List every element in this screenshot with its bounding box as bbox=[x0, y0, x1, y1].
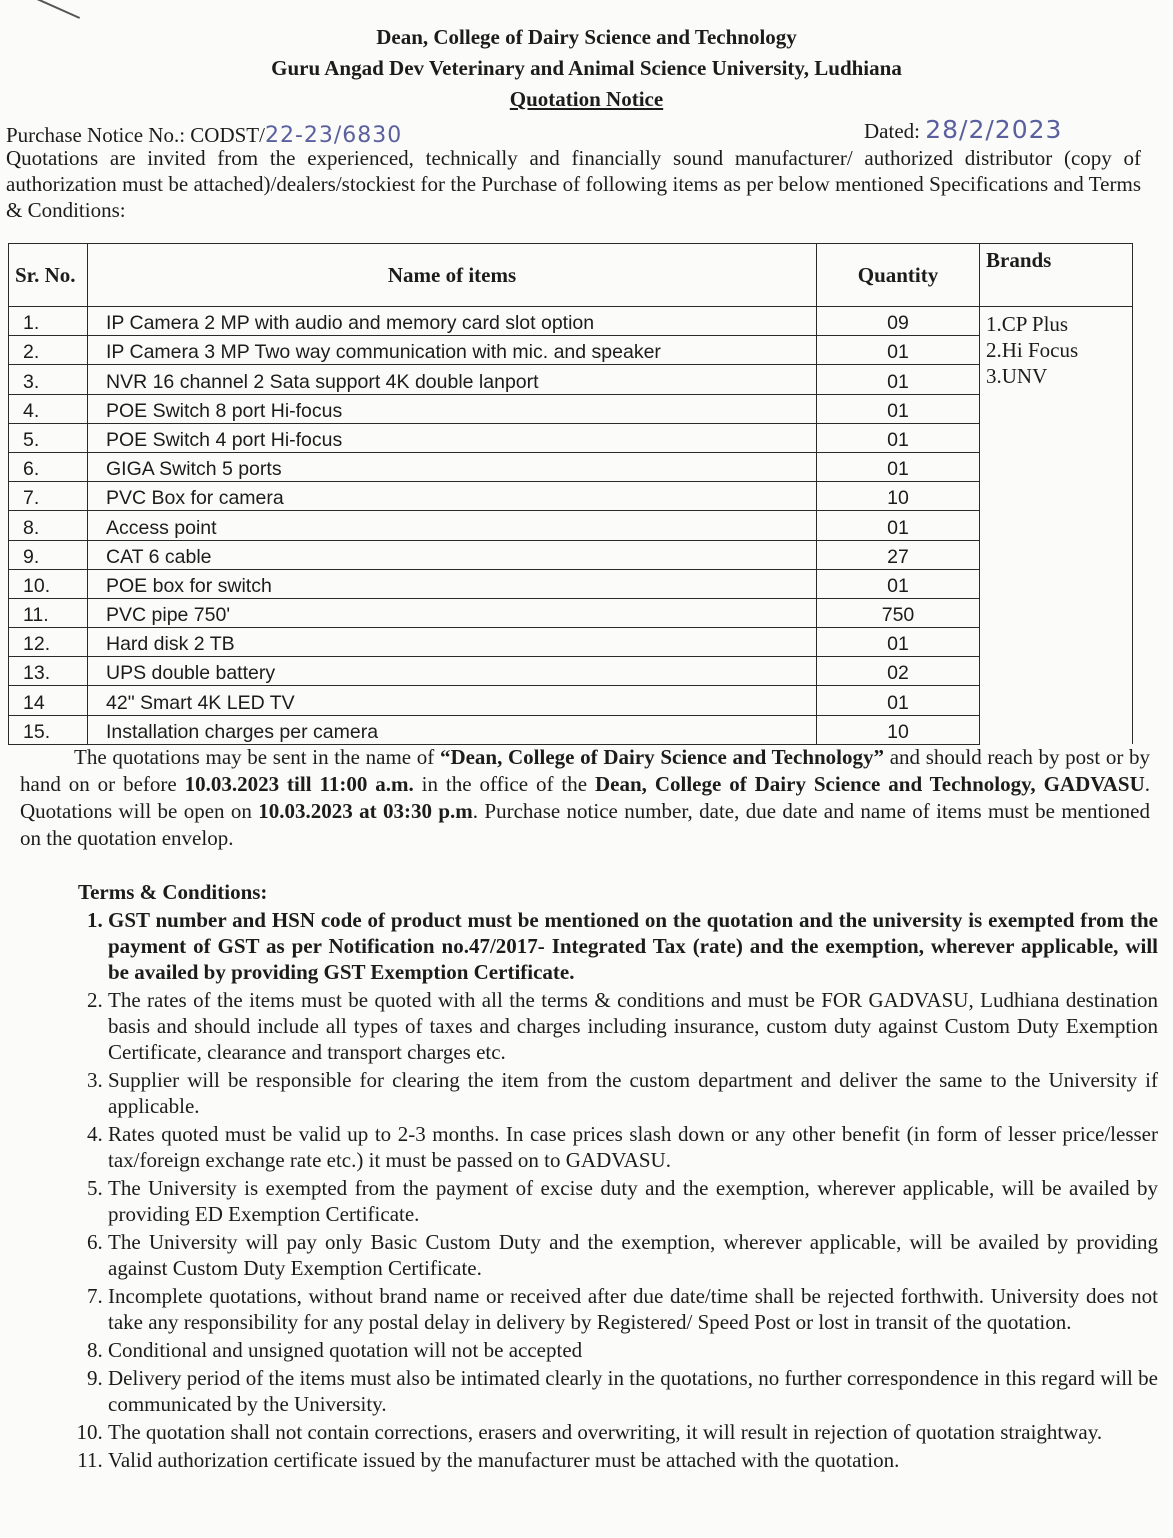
row-quantity: 09 bbox=[817, 307, 980, 336]
row-sr-no: 1. bbox=[9, 307, 88, 336]
row-item-name: POE box for switch bbox=[88, 569, 817, 598]
submission-office: Dean, College of Dairy Science and Technology, GADVASU bbox=[594, 772, 1145, 796]
row-item-name: IP Camera 3 MP Two way communication with mic. and speaker bbox=[88, 336, 817, 365]
row-quantity: 01 bbox=[817, 394, 980, 423]
brand-item: 1.CP Plus bbox=[986, 312, 1069, 336]
submission-addressee: “Dean, College of Dairy Science and Technology” bbox=[439, 745, 885, 769]
row-quantity: 01 bbox=[817, 686, 980, 715]
row-item-name: 42" Smart 4K LED TV bbox=[88, 686, 817, 715]
header-sr-no: Sr. No. bbox=[9, 244, 88, 307]
row-item-name: PVC pipe 750' bbox=[88, 598, 817, 627]
dated-label: Dated: bbox=[864, 119, 920, 143]
table-header-row bbox=[9, 244, 1133, 307]
row-item-name: POE Switch 8 port Hi-focus bbox=[88, 394, 817, 423]
row-quantity: 01 bbox=[817, 628, 980, 657]
term-item: 11. Valid authorization certificate issued by the manufacturer must be attached with the quotation. bbox=[108, 1447, 1158, 1473]
header-line-1: Dean, College of Dairy Science and Technology bbox=[376, 25, 797, 49]
row-sr-no: 10. bbox=[9, 569, 88, 598]
header-quantity: Quantity bbox=[817, 244, 980, 307]
brand-item: 3.UNV bbox=[986, 364, 1048, 388]
term-item: 5. The University is exempted from the payment of excise duty and the exemption, wherever applicable, will be availed by providing ED Exemption Certificate. bbox=[108, 1175, 1158, 1227]
term-item: 7. Incomplete quotations, without brand name or received after due date/time shall be rejected forthwith. University does not take any responsibility for any postal delay in delivery by Registered/ Speed Post or lost in transit of the quotation. bbox=[108, 1283, 1158, 1335]
term-item: 8. Conditional and unsigned quotation will not be accepted bbox=[108, 1337, 1158, 1363]
row-sr-no: 12. bbox=[9, 628, 88, 657]
handwritten-date: 28/2/2023 bbox=[925, 115, 1063, 144]
row-quantity: 01 bbox=[817, 365, 980, 394]
submission-deadline: 10.03.2023 till 11:00 a.m. bbox=[184, 772, 414, 796]
submission-paragraph bbox=[20, 744, 1150, 852]
row-quantity: 02 bbox=[817, 657, 980, 686]
submission-text-3: in the office of the bbox=[413, 772, 595, 796]
table-row bbox=[9, 569, 1133, 598]
terms-title: Terms & Conditions: bbox=[78, 880, 268, 904]
table-row bbox=[9, 482, 1133, 511]
submission-text-2: and should reach by post or by hand on or before bbox=[20, 745, 1150, 796]
row-item-name: Access point bbox=[88, 511, 817, 540]
row-sr-no: 8. bbox=[9, 511, 88, 540]
table-row bbox=[9, 365, 1133, 394]
term-item: 10. The quotation shall not contain corrections, erasers and overwriting, it will result in rejection of quotation straightway. bbox=[108, 1419, 1158, 1445]
submission-text-5: . Purchase notice number, date, due date and name of items must be mentioned on the quotation envelop. bbox=[20, 799, 1150, 850]
handwritten-notice-number: 22-23/6830 bbox=[264, 123, 403, 148]
row-quantity: 01 bbox=[817, 569, 980, 598]
dated-field bbox=[864, 115, 1062, 144]
row-sr-no: 9. bbox=[9, 540, 88, 569]
row-item-name: POE Switch 4 port Hi-focus bbox=[88, 423, 817, 452]
table-row bbox=[9, 511, 1133, 540]
table-row bbox=[9, 452, 1133, 481]
term-item: 4. Rates quoted must be valid up to 2-3 months. In case prices slash down or any other benefit (in form of lesser price/lesser tax/foreign exchange rate etc.) it must be passed on to GADVASU. bbox=[108, 1121, 1158, 1173]
term-item: 6. The University will pay only Basic Custom Duty and the exemption, wherever applicable, will be availed by providing against Custom Duty Exemption Certificate. bbox=[108, 1229, 1158, 1281]
row-sr-no: 6. bbox=[9, 452, 88, 481]
row-quantity: 01 bbox=[817, 423, 980, 452]
row-quantity: 27 bbox=[817, 540, 980, 569]
brand-item: 2.Hi Focus bbox=[986, 338, 1079, 362]
term-item: 1. GST number and HSN code of product must be mentioned on the quotation and the university is exempted from the payment of GST as per Notification no.47/2017- Integrated Tax (rate) and the exemption, wherever applicable, will be availed by providing GST Exemption Certificate. bbox=[108, 907, 1158, 985]
row-sr-no: 4. bbox=[9, 394, 88, 423]
row-item-name: CAT 6 cable bbox=[88, 540, 817, 569]
submission-text-4: . Quotations will be open on bbox=[20, 772, 1150, 823]
row-item-name: GIGA Switch 5 ports bbox=[88, 452, 817, 481]
row-quantity: 10 bbox=[817, 482, 980, 511]
row-sr-no: 7. bbox=[9, 482, 88, 511]
table-row bbox=[9, 307, 1133, 336]
table-row bbox=[9, 540, 1133, 569]
row-item-name: UPS double battery bbox=[88, 657, 817, 686]
notice-title: Quotation Notice bbox=[509, 87, 664, 111]
items-table bbox=[8, 243, 1133, 745]
term-item: 9. Delivery period of the items must also be intimated clearly in the quotations, no further correspondence in this regard will be communicated by the University. bbox=[108, 1365, 1158, 1417]
row-sr-no: 5. bbox=[9, 423, 88, 452]
header-line-2: Guru Angad Dev Veterinary and Animal Science University, Ludhiana bbox=[271, 56, 902, 80]
table-row bbox=[9, 394, 1133, 423]
header-name: Name of items bbox=[88, 244, 817, 307]
term-item: 2. The rates of the items must be quoted with all the terms & conditions and must be FOR GADVASU, Ludhiana destination basis and should include all types of taxes and charges including insurance, custom duty against Custom Duty Exemption Certificate, clearance and transport charges etc. bbox=[108, 987, 1158, 1065]
terms-list bbox=[78, 907, 1158, 1473]
row-sr-no: 3. bbox=[9, 365, 88, 394]
header-brands: Brands bbox=[980, 244, 1133, 307]
scan-mark bbox=[30, 0, 80, 19]
row-item-name: Hard disk 2 TB bbox=[88, 628, 817, 657]
terms-section bbox=[78, 880, 1158, 1475]
row-quantity: 01 bbox=[817, 336, 980, 365]
table-row bbox=[9, 336, 1133, 365]
row-quantity: 10 bbox=[817, 715, 980, 744]
row-item-name: PVC Box for camera bbox=[88, 482, 817, 511]
table-row bbox=[9, 715, 1133, 744]
row-sr-no: 15. bbox=[9, 715, 88, 744]
table-row bbox=[9, 598, 1133, 627]
row-quantity: 01 bbox=[817, 511, 980, 540]
row-quantity: 01 bbox=[817, 452, 980, 481]
row-quantity: 750 bbox=[817, 598, 980, 627]
intro-paragraph: Quotations are invited from the experienced, technically and financially sound manufacturer/ authorized distributor (copy of authorization must be attached)/dealers/stockiest for the Purchase of following items as per below mentioned Specifications and Terms & Conditions: bbox=[6, 146, 1141, 222]
row-sr-no: 11. bbox=[9, 598, 88, 627]
row-sr-no: 14 bbox=[9, 686, 88, 715]
purchase-notice-label: Purchase Notice No.: CODST/ bbox=[6, 123, 265, 147]
brands-cell bbox=[980, 307, 1133, 745]
row-item-name: NVR 16 channel 2 Sata support 4K double lanport bbox=[88, 365, 817, 394]
items-table-body bbox=[9, 307, 1133, 745]
row-sr-no: 13. bbox=[9, 657, 88, 686]
row-item-name: IP Camera 2 MP with audio and memory card slot option bbox=[88, 307, 817, 336]
row-sr-no: 2. bbox=[9, 336, 88, 365]
document-header bbox=[0, 22, 1173, 115]
submission-opening-date: 10.03.2023 at 03:30 p.m bbox=[258, 799, 473, 823]
table-row bbox=[9, 686, 1133, 715]
table-row bbox=[9, 423, 1133, 452]
submission-text-1: The quotations may be sent in the name of bbox=[74, 745, 440, 769]
term-item: 3. Supplier will be responsible for clearing the item from the custom department and deliver the same to the University if applicable. bbox=[108, 1067, 1158, 1119]
table-row bbox=[9, 628, 1133, 657]
row-item-name: Installation charges per camera bbox=[88, 715, 817, 744]
table-row bbox=[9, 657, 1133, 686]
